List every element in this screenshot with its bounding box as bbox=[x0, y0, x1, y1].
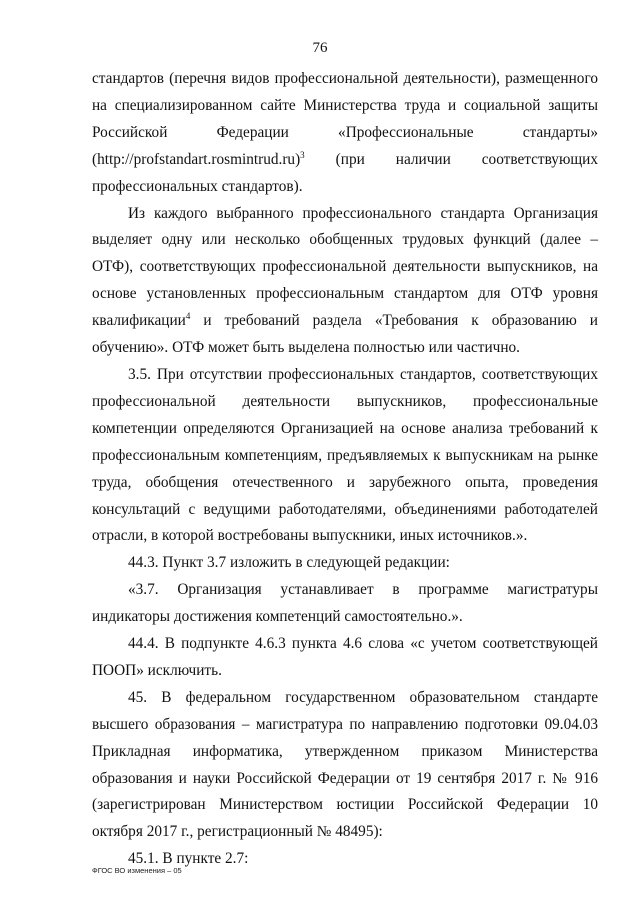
paragraph-4 bbox=[92, 577, 598, 631]
text-run: 44.3. Пункт 3.7 изложить в следующей редакции: bbox=[128, 554, 450, 572]
body-text bbox=[92, 66, 598, 873]
paragraph-6 bbox=[92, 685, 598, 846]
text-run: (при наличии соответствующих профессиональных стандартов). bbox=[92, 150, 598, 195]
paragraph-0 bbox=[92, 66, 598, 201]
text-run: Из каждого выбранного профессионального стандарта Организация выделяет одну или несколько обобщенных трудовых функций (далее – ОТФ), соответствующих профессиональной деятельности выпускников, на основе установленных профессиональным стандартом для ОТФ уровня квалификации bbox=[92, 204, 598, 330]
text-run: и требований раздела «Требования к образованию и обучению». ОТФ может быть выделена полностью или частично. bbox=[92, 312, 598, 357]
paragraph-1 bbox=[92, 201, 598, 362]
text-run: 3.5. При отсутствии профессиональных стандартов, соответствующих профессиональной деятельности выпускников, профессиональные компетенции определяются Организацией на основе анализа требований к профессиональным компетенциям, предъявляемых к выпускникам на рынке труда, обобщения отечественного и зарубежного опыта, проведения консультаций с ведущими работодателями, объединениями работодателей отрасли, в которой востребованы выпускники, иных источников.». bbox=[92, 365, 598, 545]
text-run: стандартов (перечня видов профессиональной деятельности), размещенного на специализированном сайте Министерства труда и социальной защиты Российской Федерации «Профессиональные стандарты» (http://profstandart.rosmintrud.ru) bbox=[92, 70, 598, 168]
page-number: 76 bbox=[312, 40, 328, 56]
footnote-ref: 4 bbox=[185, 311, 191, 322]
paragraph-5 bbox=[92, 631, 598, 685]
text-run: 44.4. В подпункте 4.6.3 пункта 4.6 слова «с учетом соответствующей ПООП» исключить. bbox=[92, 635, 598, 679]
text-run: 45.1. В пункте 2.7: bbox=[128, 850, 249, 868]
footer-note: ФГОС ВО изменения – 05 bbox=[92, 866, 182, 875]
paragraph-3 bbox=[92, 550, 598, 577]
text-run: «3.7. Организация устанавливает в программе магистратуры индикаторы достижения компетенций самостоятельно.». bbox=[92, 581, 598, 626]
paragraph-2 bbox=[92, 362, 598, 550]
footnote-ref: 3 bbox=[300, 149, 305, 160]
text-run: 45. В федеральном государственном образовательном стандарте высшего образования – магистратура по направлению подготовки 09.04.03 Прикладная информатика, утвержденном приказом Министерства образования и науки Российской Федерации от 19 сентября 2017 г. № 916 (зарегистрирован Министерством юстиции Российской Федерации 10 октября 2017 г., регистрационный № 48495): bbox=[92, 688, 598, 841]
